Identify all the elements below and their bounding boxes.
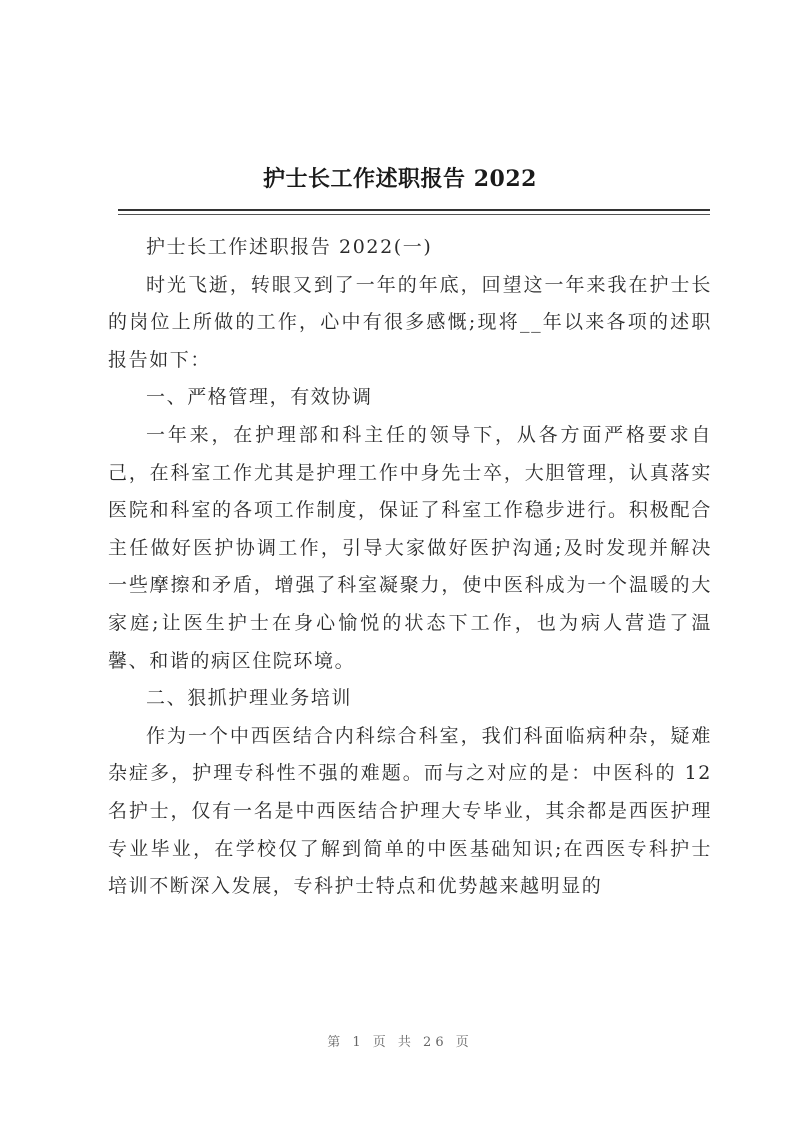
section-heading-2: 二、狠抓护理业务培训 [146, 687, 353, 710]
page-number-footer: 第 1 页 共 26 页 [327, 1035, 473, 1050]
document-title: 护士长工作述职报告 2022 [263, 166, 537, 192]
paragraph-subtitle: 护士长工作述职报告 2022(一) [146, 236, 433, 258]
title-divider [118, 209, 710, 211]
document-body [108, 229, 712, 906]
paragraph-section-2: 作为一个中西医结合内科综合科室，我们科面临病种杂，疑难杂症多，护理专科性不强的难题。而与之对应的是：中医科的 12 名护士，仅有一名是中西医结合护理大专毕业，其余都是西医护理专业毕业，在学校仅了解到简单的中医基础知识;在西医专科护士培训不断深入发展，专科护士特点和优势越来越明显的 [108, 724, 712, 898]
title-divider-thin [118, 214, 710, 215]
paragraph-section-1: 一年来，在护理部和科主任的领导下，从各方面严格要求自己，在科室工作尤其是护理工作中身先士卒，大胆管理，认真落实医院和科室的各项工作制度，保证了科室工作稳步进行。积极配合主任做好医护协调工作，引导大家做好医护沟通;及时发现并解决一些摩擦和矛盾，增强了科室凝聚力，使中医科成为一个温暖的大家庭;让医生护士在身心愉悦的状态下工作，也为病人营造了温馨、和谐的病区住院环境。 [108, 423, 712, 672]
section-heading-1: 一、严格管理，有效协调 [146, 386, 373, 409]
paragraph-intro: 时光飞逝，转眼又到了一年的年底，回望这一年来我在护士长的岗位上所做的工作，心中有很多感慨;现将__年以来各项的述职报告如下： [108, 273, 712, 371]
